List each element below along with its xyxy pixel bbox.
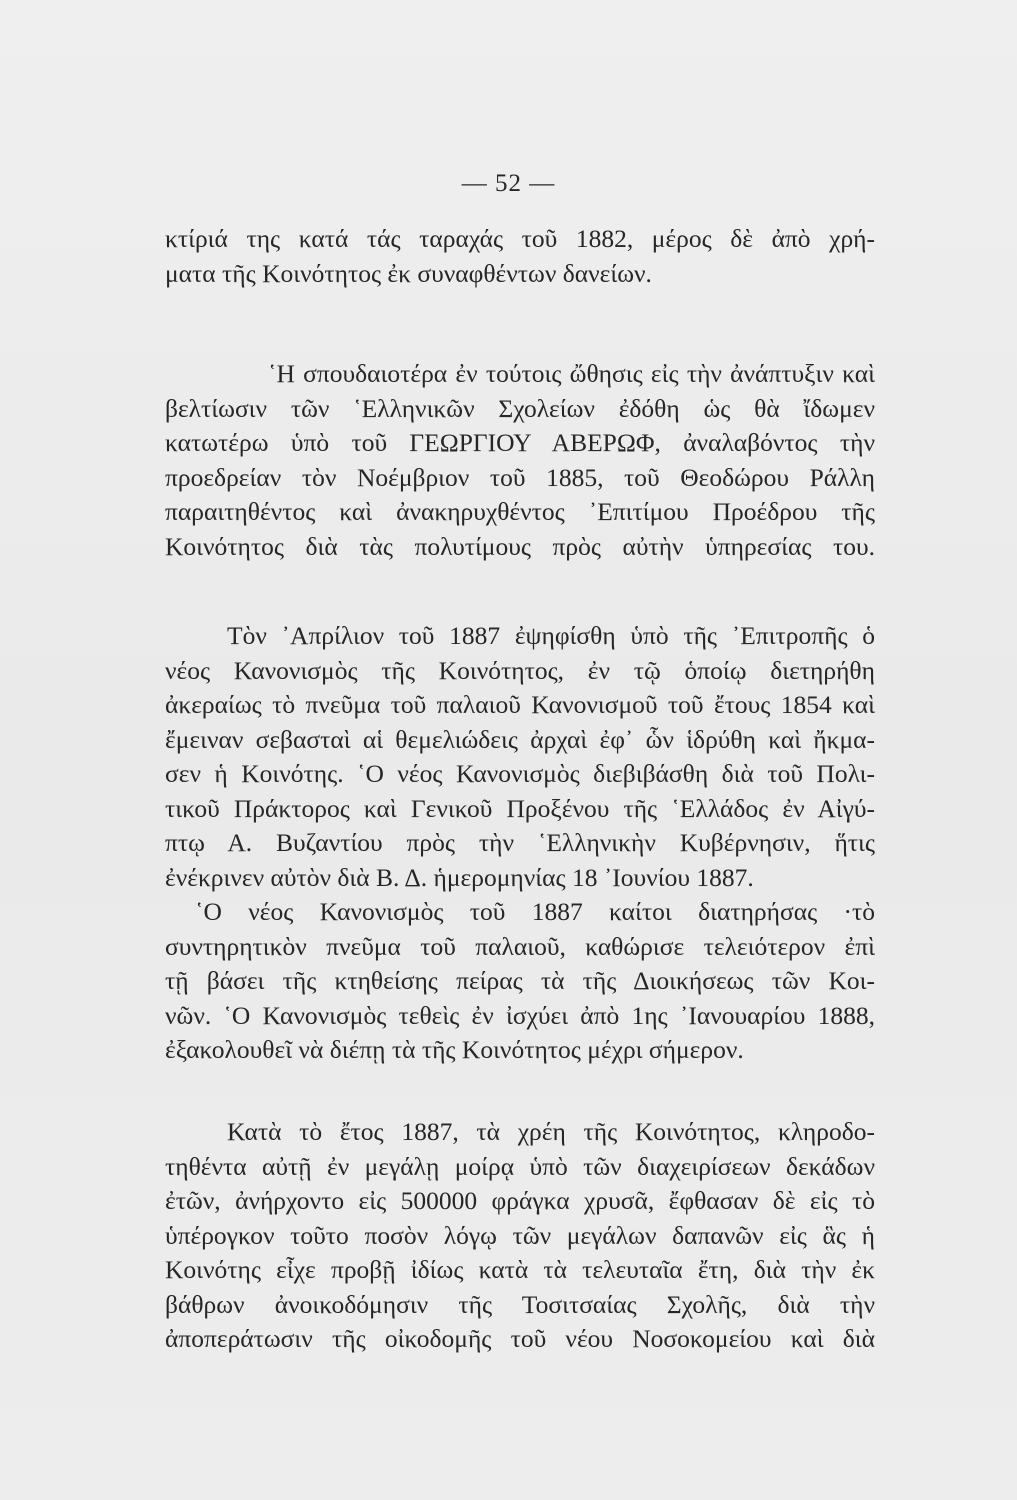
text-line: ἐτῶν, ἀνήρχοντο εἰς 500000 φράγκα χρυσᾶ, ἔφθασαν δὲ εἰς τὸ bbox=[165, 1186, 875, 1215]
paragraph-4 bbox=[165, 895, 875, 1068]
text-line: Κοινότητος διὰ τὰς πολυτίμους πρὸς αὐτὴν ὑπηρεσίας του. bbox=[165, 531, 875, 561]
page-number: — 52 — bbox=[461, 170, 556, 197]
paragraph-1 bbox=[165, 222, 875, 291]
text-line: ἀποπεράτωσιν τῆς οἰκοδομῆς τοῦ νέου Νοσοκομείου καὶ διὰ bbox=[165, 1324, 875, 1353]
text-line: τηθέντα αὐτῇ ἐν μεγάλῃ μοίρᾳ ὑπὸ τῶν διαχειρίσεων δεκάδων bbox=[165, 1151, 875, 1181]
text-line: νέος Κανονισμὸς τῆς Κοινότητος, ἐν τῷ ὁποίῳ διετηρήθη bbox=[165, 655, 875, 685]
text-line: ὑπέρογκον τοῦτο ποσὸν λόγῳ τῶν μεγάλων δαπανῶν εἰς ἃς ἡ bbox=[165, 1220, 875, 1250]
text-line: ῾Ο νέος Κανονισμὸς τοῦ 1887 καίτοι διατηρήσας ·τὸ bbox=[195, 897, 875, 926]
text-line: ἐνέκρινεν αὐτὸν διὰ Β. Δ. ἡμερομηνίας 18 ᾿Ιουνίου 1887. bbox=[165, 862, 754, 892]
text-line: σεν ἡ Κοινότης. ῾Ο νέος Κανονισμὸς διεβιβάσθη διὰ τοῦ Πολι- bbox=[165, 759, 875, 788]
text-line: ῾Η σπουδαιοτέρα ἐν τούτοις ὤθησις εἰς τὴν ἀνάπτυξιν καὶ bbox=[268, 359, 875, 388]
text-line: νῶν. ῾Ο Κανονισμὸς τεθεὶς ἐν ἰσχύει ἀπὸ 1ης ᾿Ιανουαρίου 1888, bbox=[165, 1000, 875, 1030]
text-line: κατωτέρω ὑπὸ τοῦ ΓΕΩΡΓΙΟΥ ΑΒΕΡΩΦ, ἀναλαβόντος τὴν bbox=[165, 428, 875, 457]
paragraph-3 bbox=[165, 619, 875, 895]
text-line: Κοινότης εἶχε προβῇ ἰδίως κατὰ τὰ τελευταῖα ἔτη, διὰ τὴν ἐκ bbox=[165, 1255, 875, 1284]
paragraph-5 bbox=[165, 1115, 875, 1357]
text-line: συντηρητικὸν πνεῦμα τοῦ παλαιοῦ, καθώρισε τελειότερον ἐπὶ bbox=[165, 931, 875, 961]
text-line: βελτίωσιν τῶν ῾Ελληνικῶν Σχολείων ἐδόθη ὡς θὰ ἴδωμεν bbox=[165, 393, 875, 423]
text-line: ἀκεραίως τὸ πνεῦμα τοῦ παλαιοῦ Κανονισμοῦ τοῦ ἔτους 1854 καὶ bbox=[165, 690, 875, 719]
paragraph-2 bbox=[165, 357, 875, 564]
text-line: τικοῦ Πράκτορος καὶ Γενικοῦ Προξένου τῆς ῾Ελλάδος ἐν Αἰγύ- bbox=[165, 793, 875, 823]
text-line: Τὸν ᾿Απρίλιον τοῦ 1887 ἐψηφίσθη ὑπὸ τῆς ᾿Επιτροπῆς ὁ bbox=[227, 621, 875, 650]
text-line: πτῳ Α. Βυζαντίου πρὸς τὴν ῾Ελληνικὴν Κυβέρνησιν, ἥτις bbox=[165, 828, 875, 857]
text-line: Κατὰ τὸ ἔτος 1887, τὰ χρέη τῆς Κοινότητος, κληροδο- bbox=[227, 1117, 875, 1146]
text-line: κτίριά της κατά τάς ταραχάς τοῦ 1882, μέρος δὲ ἀπὸ χρή- bbox=[165, 224, 875, 253]
text-line: παραιτηθέντος καὶ ἀνακηρυχθέντος ᾿Επιτίμου Προέδρου τῆς bbox=[165, 497, 875, 526]
text-line: προεδρείαν τὸν Νοέμβριον τοῦ 1885, τοῦ Θεοδώρου Ράλλη bbox=[165, 462, 875, 492]
text-line: ἔμειναν σεβασταὶ αἱ θεμελιώδεις ἀρχαὶ ἐφ᾿ ὧν ἱδρύθη καὶ ἤκμα- bbox=[165, 724, 875, 754]
text-line: βάθρων ἀνοικοδόμησιν τῆς Τοσιτσαίας Σχολῆς, διὰ τὴν bbox=[165, 1289, 875, 1319]
text-line: τῇ βάσει τῆς κτηθείσης πείρας τὰ τῆς Διοικήσεως τῶν Κοι- bbox=[165, 966, 875, 995]
text-line: ματα τῆς Κοινότητος ἐκ συναφθέντων δανείων. bbox=[165, 258, 652, 288]
text-line: ἐξακολουθεῖ νὰ διέπῃ τὰ τῆς Κοινότητος μέχρι σήμερον. bbox=[165, 1035, 744, 1064]
